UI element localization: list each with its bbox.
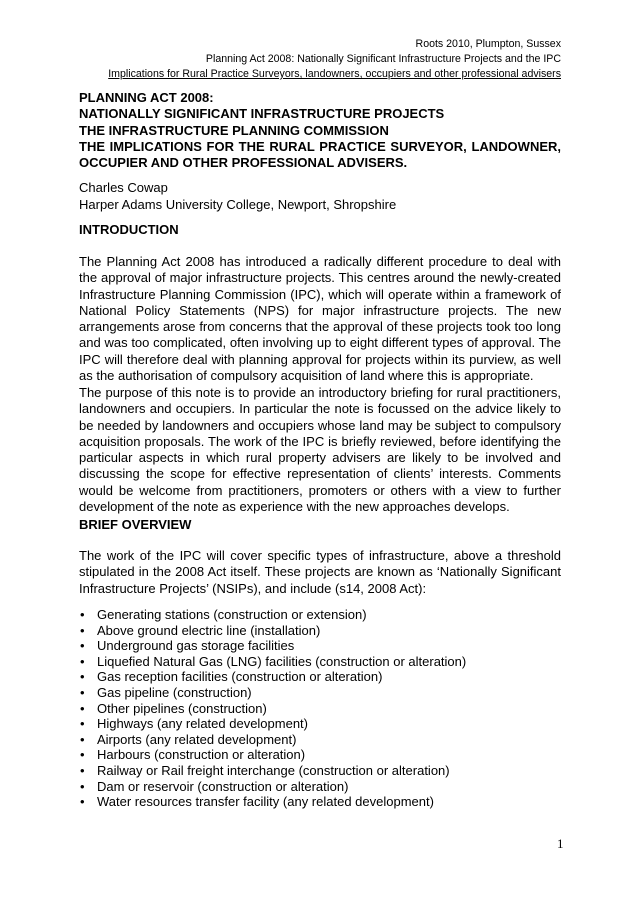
list-item <box>79 638 561 654</box>
title-line-1: PLANNING ACT 2008: <box>79 90 214 105</box>
author-block <box>79 180 396 213</box>
author-affiliation: Harper Adams University College, Newport, Shropshire <box>79 196 397 212</box>
nsip-list <box>79 607 561 810</box>
bullet-icon: • <box>80 794 85 810</box>
introduction-paragraph-2: The purpose of this note is to provide an introductory briefing for rural practitioners, landowners and occupiers. In particular the note is focussed on the advice likely to be needed by landowners and occupiers whose land may be subject to compulsory acquisition proposals. The work of the IPC is briefly reviewed, before identifying the particular aspects in which rural property advisers are likely to be involved and discussing the scope for effective representation of clients’ interests. Comments would be welcome from practitioners, promoters or others with a view to further development of the note as experience with the new approaches develops. <box>79 385 561 515</box>
list-item-text: Highways (any related development) <box>97 716 308 732</box>
bullet-icon: • <box>80 731 85 747</box>
introduction-heading: INTRODUCTION <box>79 222 179 237</box>
list-item <box>79 669 561 685</box>
list-item-text: Generating stations (construction or extension) <box>97 607 367 622</box>
bullet-icon: • <box>80 669 85 685</box>
list-item-text: Dam or reservoir (construction or alteration) <box>97 778 349 794</box>
bullet-icon: • <box>80 638 85 654</box>
page-number: 1 <box>557 836 564 851</box>
bullet-icon: • <box>80 762 85 778</box>
list-item-text: Underground gas storage facilities <box>97 638 295 654</box>
header-paper-subtitle: Implications for Rural Practice Surveyors, landowners, occupiers and other professional advisers <box>108 68 561 80</box>
list-item <box>79 763 561 779</box>
bullet-icon: • <box>80 700 85 716</box>
list-item <box>79 685 561 701</box>
header-conference: Roots 2010, Plumpton, Sussex <box>415 38 561 50</box>
overview-heading: BRIEF OVERVIEW <box>79 517 192 532</box>
list-item <box>79 623 561 639</box>
bullet-icon: • <box>80 684 85 700</box>
document-title <box>79 90 561 171</box>
list-item <box>79 716 561 732</box>
bullet-icon: • <box>80 747 85 763</box>
list-item-text: Airports (any related development) <box>97 731 297 747</box>
overview-paragraph-1: The work of the IPC will cover specific types of infrastructure, above a threshold stipulated in the 2008 Act itself. These projects are known as ‘Nationally Significant Infrastructure Projects’ (NSIPs), and include (s14, 2008 Act): <box>79 548 561 596</box>
bullet-icon: • <box>80 653 85 669</box>
list-item <box>79 747 561 763</box>
title-line-4: THE IMPLICATIONS FOR THE RURAL PRACTICE SURVEYOR, LANDOWNER, <box>79 138 561 154</box>
title-line-3: THE INFRASTRUCTURE PLANNING COMMISSION <box>79 122 389 138</box>
list-item <box>79 654 561 670</box>
author-name: Charles Cowap <box>79 180 168 195</box>
list-item-text: Railway or Rail freight interchange (construction or alteration) <box>97 762 450 778</box>
list-item-text: Gas pipeline (construction) <box>97 684 252 700</box>
list-item <box>79 794 561 810</box>
list-item <box>79 779 561 795</box>
title-line-2: NATIONALLY SIGNIFICANT INFRASTRUCTURE PROJECTS <box>79 106 445 122</box>
header-paper-title: Planning Act 2008: Nationally Significant Infrastructure Projects and the IPC <box>205 53 561 65</box>
title-line-5: OCCUPIER AND OTHER PROFESSIONAL ADVISERS. <box>79 155 408 171</box>
list-item-text: Harbours (construction or alteration) <box>97 747 306 763</box>
list-item-text: Other pipelines (construction) <box>97 700 267 716</box>
bullet-icon: • <box>80 607 85 622</box>
introduction-paragraph-1: The Planning Act 2008 has introduced a radically different procedure to deal with the approval of major infrastructure projects. This centres around the newly-created Infrastructure Planning Commission (IPC), which will operate within a framework of National Policy Statements (NPS) for major infrastructure projects. The new arrangements arose from concerns that the approval of these projects took too long and was too complicated, often involving up to eight different types of approval. The IPC will therefore deal with planning approval for projects within its purview, as well as the authorisation of compulsory acquisition of land where this is appropriate. <box>79 254 561 384</box>
running-header <box>108 37 561 82</box>
bullet-icon: • <box>80 716 85 732</box>
bullet-icon: • <box>80 778 85 794</box>
list-item-text: Liquefied Natural Gas (LNG) facilities (construction or alteration) <box>97 653 467 669</box>
list-item <box>79 607 561 623</box>
list-item <box>79 732 561 748</box>
list-item-text: Gas reception facilities (construction or alteration) <box>97 669 383 685</box>
list-item-text: Above ground electric line (installation) <box>97 622 321 638</box>
bullet-icon: • <box>80 622 85 638</box>
list-item-text: Water resources transfer facility (any related development) <box>97 794 434 810</box>
list-item <box>79 701 561 717</box>
